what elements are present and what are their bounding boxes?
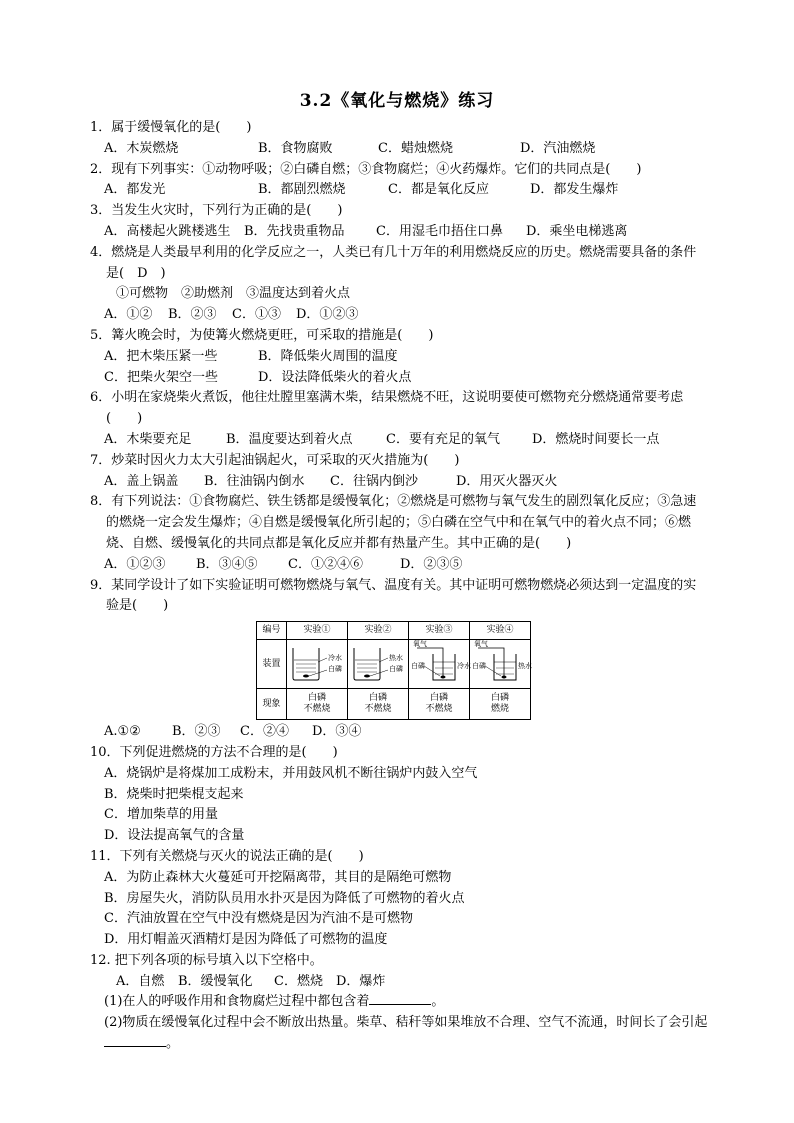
options-row bbox=[90, 347, 708, 368]
options-row bbox=[90, 430, 708, 451]
label-white-phosphorus: 白磷 bbox=[389, 665, 403, 674]
beaker-illustration bbox=[287, 640, 347, 684]
question-text: 6．小明在家烧柴火煮饭，他往灶膛里塞满木柴，结果燃烧不旺，这说明要使可燃物充分燃烧通常要考虑( ) bbox=[90, 390, 684, 427]
option-a: A．木柴要充足 bbox=[104, 431, 192, 447]
option-c: C．都是氧化反应 bbox=[388, 182, 489, 198]
options-row bbox=[90, 368, 708, 389]
option-a: A．把木柴压紧一些 bbox=[104, 348, 218, 364]
question-text: 9．某同学设计了如下实验证明可燃物燃烧与氧气、温度有关。其中证明可燃物燃烧必须达到一定温度的实验是( ) bbox=[90, 577, 697, 614]
result-cell bbox=[287, 689, 348, 720]
option-d: D．③④ bbox=[312, 724, 362, 740]
apparatus-cell-2 bbox=[348, 640, 409, 689]
option-c: C．②④ bbox=[240, 724, 289, 740]
answer-blank[interactable] bbox=[104, 1034, 166, 1047]
option-c: C．用湿毛巾捂住口鼻 bbox=[376, 223, 503, 239]
options-row bbox=[90, 222, 708, 243]
apparatus-cell-3 bbox=[409, 640, 470, 689]
option-d: D．设法提高氧气的含量 bbox=[104, 828, 245, 844]
question-text: 10．下列促进燃烧的方法不合理的是( ) bbox=[90, 744, 338, 760]
result-subject: 白磷 bbox=[429, 693, 448, 704]
label-hot-water: 热水 bbox=[518, 662, 532, 671]
label-oxygen: 氧气 bbox=[474, 640, 488, 649]
question-text: 8．有下列说法：①食物腐烂、铁生锈都是缓慢氧化；②燃烧是可燃物与氧气发生的剧烈氧化反应；③急速的燃烧一定会发生爆炸；④自燃是缓慢氧化所引起的；⑤白磷在空气中和在氧气中的着火点不同；⑥燃烧、自燃、缓慢氧化的共同点都是氧化反应并都有热量产生。其中正确的是( ) bbox=[90, 494, 697, 551]
label-white-phosphorus: 白磷 bbox=[472, 662, 486, 671]
option-d: D．乘坐电梯逃离 bbox=[526, 223, 628, 239]
result-outcome: 燃烧 bbox=[490, 704, 509, 715]
table-header-row bbox=[257, 622, 531, 640]
option-c: C．往锅内倒沙 bbox=[330, 473, 418, 489]
options-row bbox=[90, 972, 708, 993]
label-white-phosphorus: 白磷 bbox=[328, 665, 342, 674]
option-a: A．烧锅炉是将煤加工成粉末，并用鼓风机不断往锅炉内鼓入空气 bbox=[104, 765, 478, 781]
question-text: 12. 把下列各项的标号填入以下空格中。 bbox=[90, 952, 323, 968]
table-header-cell: 实验③ bbox=[409, 622, 470, 640]
option-c: C．燃烧 bbox=[274, 973, 323, 989]
option-c: C．把柴火架空一些 bbox=[104, 369, 218, 385]
options-row bbox=[90, 722, 708, 743]
question-text: 5．篝火晚会时，为使篝火燃烧更旺，可采取的措施是( ) bbox=[90, 327, 434, 343]
option-b: B．②③ bbox=[168, 307, 217, 323]
option-c: C．①③ bbox=[232, 307, 281, 323]
question-text: 3．当发生火灾时，下列行为正确的是( ) bbox=[90, 203, 343, 219]
option-a: A．为防止森林大火蔓延可开挖隔离带，其目的是隔绝可燃物 bbox=[104, 869, 452, 885]
result-subject: 白磷 bbox=[490, 693, 509, 704]
question-10 bbox=[90, 743, 708, 847]
beaker-illustration bbox=[348, 640, 408, 684]
question-text: 7．炒菜时因火力太大引起油锅起火，可采取的灭火措施为( ) bbox=[90, 452, 460, 468]
option-b: B．食物腐败 bbox=[258, 140, 333, 156]
option-d: D．用灯帽盖灭酒精灯是因为降低了可燃物的温度 bbox=[104, 932, 388, 948]
result-subject: 白磷 bbox=[307, 693, 326, 704]
question-7 bbox=[90, 451, 708, 493]
fill-text: (1)在人的呼吸作用和食物腐烂过程中都包含着 bbox=[104, 994, 370, 1010]
options-row bbox=[90, 139, 708, 160]
option-c: C．蜡烛燃烧 bbox=[378, 140, 453, 156]
option-b: B．往油锅内倒水 bbox=[204, 473, 305, 489]
option-b: B．烧柴时把柴棍支起来 bbox=[104, 786, 244, 802]
beaker-with-tube-illustration bbox=[409, 640, 469, 684]
result-cell bbox=[409, 689, 470, 720]
option-d: D．燃烧时间要长一点 bbox=[532, 431, 660, 447]
option-b: B．温度要达到着火点 bbox=[226, 431, 353, 447]
label-cold-water: 冷水 bbox=[328, 654, 342, 663]
question-12 bbox=[90, 951, 708, 1055]
table-header-cell: 编号 bbox=[257, 622, 287, 640]
fill-end: 。 bbox=[431, 994, 445, 1010]
label-hot-water: 热水 bbox=[389, 654, 403, 663]
fill-blank-2 bbox=[90, 1013, 708, 1055]
label-white-phosphorus: 白磷 bbox=[411, 662, 425, 671]
question-9 bbox=[90, 576, 708, 743]
question-4 bbox=[90, 243, 708, 326]
option-a: A．高楼起火跳楼逃生 bbox=[104, 223, 231, 239]
answer-blank[interactable] bbox=[369, 992, 431, 1005]
option-d: D．设法降低柴火的着火点 bbox=[258, 369, 412, 385]
apparatus-cell-4 bbox=[470, 640, 531, 689]
row-label: 装置 bbox=[257, 640, 287, 689]
result-cell bbox=[348, 689, 409, 720]
option-c: C．要有充足的氧气 bbox=[386, 431, 500, 447]
question-text: 11．下列有关燃烧与灭火的说法正确的是( ) bbox=[90, 848, 364, 864]
fill-end: 。 bbox=[166, 1036, 180, 1052]
result-outcome: 不燃烧 bbox=[364, 704, 392, 715]
label-oxygen: 氧气 bbox=[413, 640, 427, 649]
row-label: 现象 bbox=[257, 689, 287, 720]
question-text: 4．燃烧是人类最早利用的化学反应之一，人类已有几十万年的利用燃烧反应的历史。燃烧需要具备的条件是( D ) bbox=[90, 244, 697, 281]
option-d: D．用灭火器灭火 bbox=[456, 473, 558, 489]
question-2 bbox=[90, 160, 708, 202]
question-5 bbox=[90, 326, 708, 388]
question-1 bbox=[90, 118, 708, 160]
condition-list: ①可燃物 ②助燃剂 ③温度达到着火点 bbox=[116, 286, 351, 302]
option-a: A．木炭燃烧 bbox=[104, 140, 179, 156]
option-a: A．①②③ bbox=[104, 556, 166, 572]
option-d: D．汽油燃烧 bbox=[520, 140, 596, 156]
result-cell bbox=[470, 689, 531, 720]
question-text: 2．现有下列事实：①动物呼吸；②白磷自燃；③食物腐烂；④火药爆炸。它们的共同点是( ) bbox=[90, 161, 642, 177]
option-b: B．房屋失火，消防队员用水扑灭是因为降低了可燃物的着火点 bbox=[104, 890, 465, 906]
beaker-with-tube-illustration bbox=[470, 640, 530, 684]
option-c: C．①②④⑥ bbox=[288, 556, 363, 572]
table-result-row bbox=[257, 689, 531, 720]
option-a: A．自燃 bbox=[116, 973, 165, 989]
question-8 bbox=[90, 492, 708, 575]
option-b: B．都剧烈燃烧 bbox=[258, 182, 346, 198]
result-outcome: 不燃烧 bbox=[425, 704, 453, 715]
options-row bbox=[90, 305, 708, 326]
option-d: D．①②③ bbox=[296, 307, 359, 323]
option-a: A.①② bbox=[104, 724, 141, 740]
fill-text: (2)物质在缓慢氧化过程中会不断放出热量。柴草、秸秆等如果堆放不合理、空气不流通，时间长了会引起 bbox=[104, 1015, 708, 1031]
options-row bbox=[90, 180, 708, 201]
result-subject: 白磷 bbox=[368, 693, 387, 704]
table-header-cell: 实验① bbox=[287, 622, 348, 640]
option-b: B．先找贵重物品 bbox=[244, 223, 345, 239]
label-cold-water: 冷水 bbox=[457, 662, 471, 671]
option-c: C．汽油放置在空气中没有燃烧是因为汽油不是可燃物 bbox=[104, 911, 413, 927]
apparatus-cell-1 bbox=[287, 640, 348, 689]
option-a: A．盖上锅盖 bbox=[104, 473, 179, 489]
option-d: D．都发生爆炸 bbox=[530, 182, 619, 198]
option-d: D．②③⑤ bbox=[400, 556, 463, 572]
option-a: A．都发光 bbox=[104, 182, 166, 198]
table-header-cell: 实验② bbox=[348, 622, 409, 640]
experiment-table-figure bbox=[256, 621, 531, 720]
question-6 bbox=[90, 388, 708, 450]
question-11 bbox=[90, 847, 708, 951]
experiment-table bbox=[256, 621, 531, 720]
option-b: B．降低柴火周围的温度 bbox=[258, 348, 398, 364]
option-c: C．增加柴草的用量 bbox=[104, 807, 218, 823]
option-d: D．爆炸 bbox=[336, 973, 386, 989]
table-apparatus-row bbox=[257, 640, 531, 689]
option-a: A．①② bbox=[104, 307, 153, 323]
option-b: B．缓慢氧化 bbox=[178, 973, 253, 989]
result-outcome: 不燃烧 bbox=[303, 704, 331, 715]
question-list bbox=[90, 118, 708, 1055]
options-row bbox=[90, 472, 708, 493]
fill-blank-1 bbox=[90, 992, 708, 1013]
option-b: B．③④⑤ bbox=[196, 556, 258, 572]
options-row bbox=[90, 555, 708, 576]
option-b: B．②③ bbox=[172, 724, 221, 740]
question-3 bbox=[90, 201, 708, 243]
question-text: 1．属于缓慢氧化的是( ) bbox=[90, 120, 252, 135]
table-header-cell: 实验④ bbox=[470, 622, 531, 640]
page-title: 3.2《氧化与燃烧》练习 bbox=[299, 91, 495, 111]
